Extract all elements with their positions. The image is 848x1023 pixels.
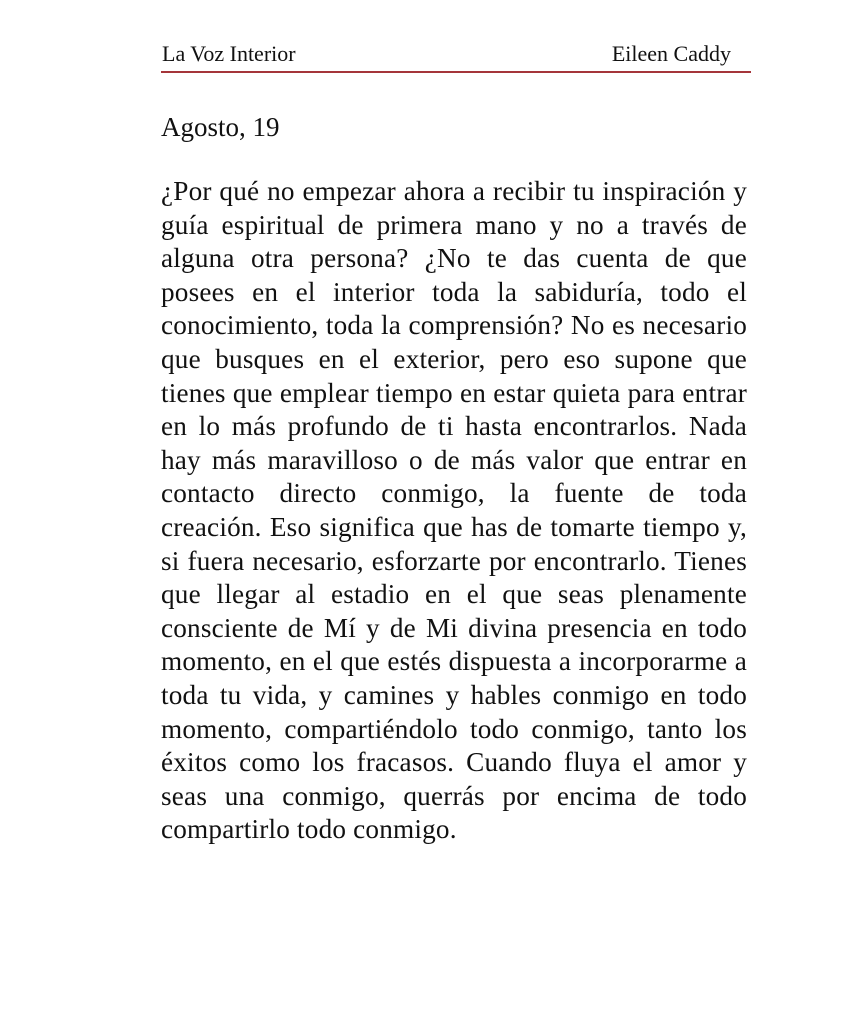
document-page — [161, 40, 751, 874]
entry-paragraph: ¿Por qué no empezar ahora a recibir tu inspiración y guía espiritual de primera mano y no a través de alguna otra persona? ¿No te das cuenta de que posees en el interior toda la sabiduría, todo el conocimiento, toda la comprensión? No es necesario que busques en el exterior, pero eso supone que tienes que emplear tiempo en estar quieta para entrar en lo más profundo de ti hasta encontrarlos. Nada hay más maravilloso o de más valor que entrar en contacto directo conmigo, la fuente de toda creación. Eso significa que has de tomarte tiempo y, si fuera necesario, esforzarte por encontrarlo. Tienes que llegar al estadio en el que seas plenamente consciente de Mí y de Mi divina presencia en todo momento, en el que estés dispuesta a incorporarme a toda tu vida, y camines y hables conmigo en todo momento, compartiéndolo todo conmigo, tanto los éxitos como los fracasos. Cuando fluya el amor y seas una conmigo, querrás por encima de todo compartirlo todo conmigo. — [161, 176, 747, 845]
running-header — [161, 40, 751, 73]
book-title: La Voz Interior — [162, 41, 296, 66]
entry-date: Agosto, 19 — [161, 112, 280, 142]
author-name: Eileen Caddy — [611, 41, 731, 66]
